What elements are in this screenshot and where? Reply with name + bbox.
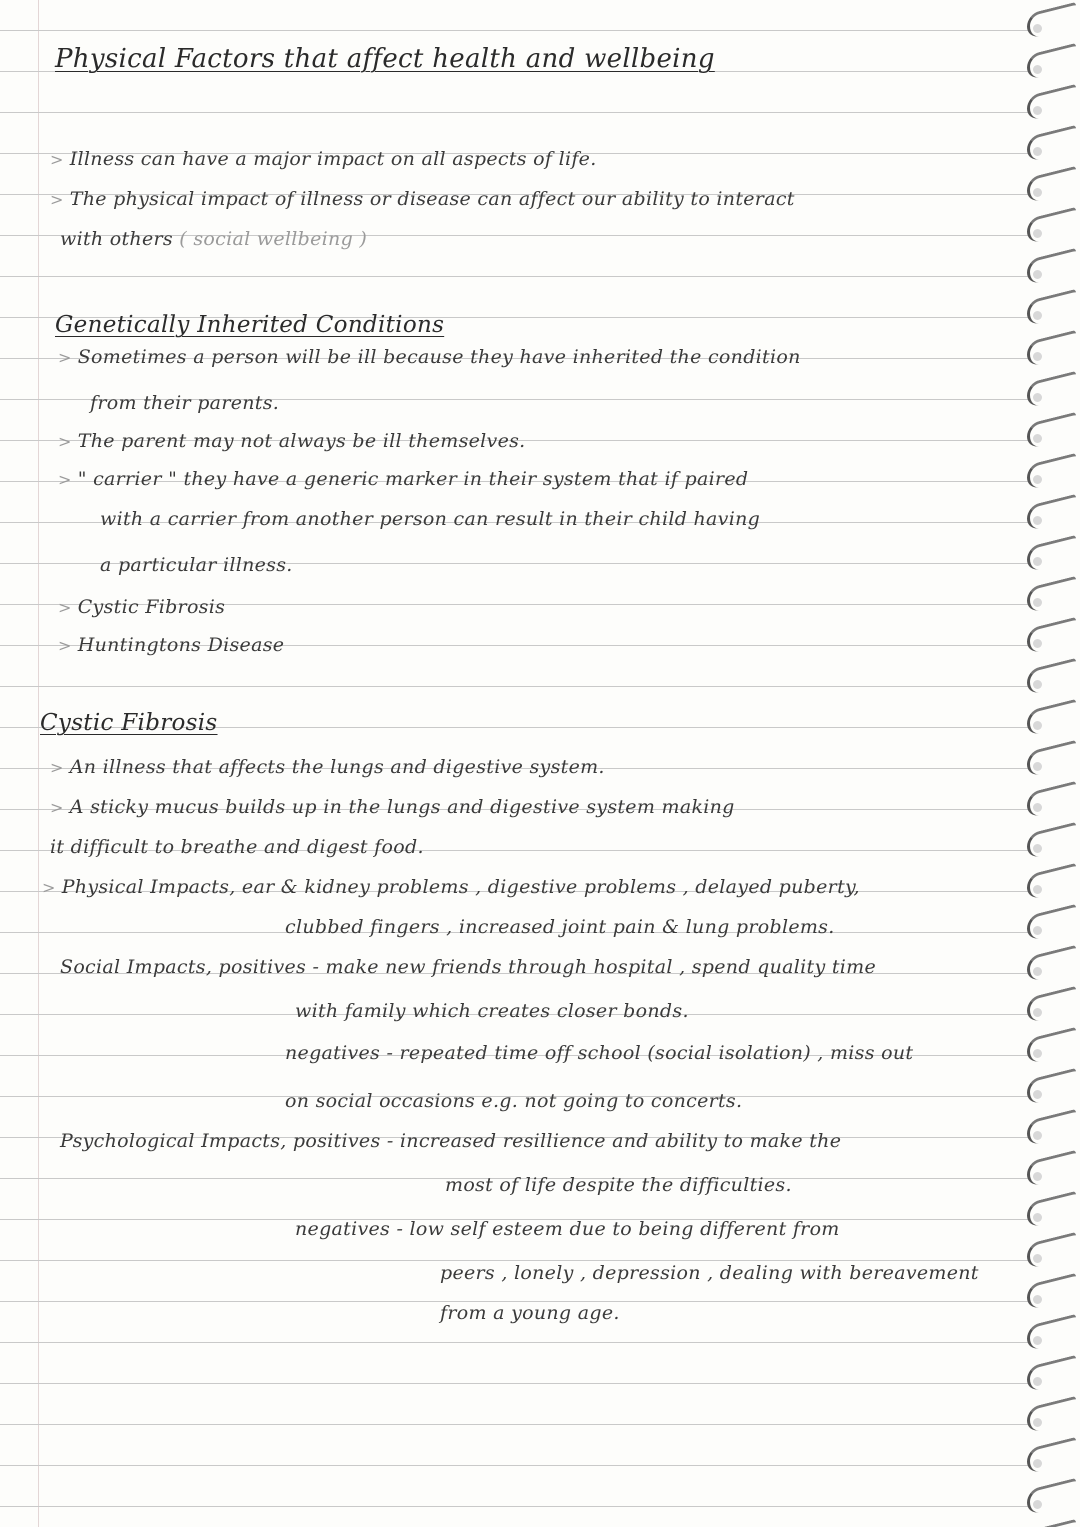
intro-line-3: with others ( social wellbeing ) [60,228,368,250]
punch-hole [1033,147,1042,156]
spiral-coil [1027,617,1076,654]
punch-hole [1033,188,1042,197]
spiral-coil [1027,43,1076,80]
punch-hole [1033,1377,1042,1386]
punch-hole [1033,1090,1042,1099]
punch-hole [1033,434,1042,443]
cf-psych-positives-cont: most of life despite the difficulties. [445,1174,792,1196]
punch-hole [1033,1336,1042,1345]
punch-hole [1033,967,1042,976]
spiral-coil [1027,1519,1076,1527]
punch-hole [1033,311,1042,320]
punch-hole [1033,1418,1042,1427]
genetics-example-1: > Cystic Fibrosis [58,596,226,618]
spiral-coil [1027,576,1076,613]
section-heading-genetics: Genetically Inherited Conditions [55,312,445,338]
spiral-binding [1020,0,1080,1527]
spiral-coil [1027,1355,1076,1392]
section-heading-cystic-fibrosis: Cystic Fibrosis [40,710,218,736]
cf-social-negatives-cont: on social occasions e.g. not going to concerts. [285,1090,743,1112]
intro-line-1: > Illness can have a major impact on all aspects of life. [50,148,597,170]
cf-line-2: > A sticky mucus builds up in the lungs and digestive system making [50,796,735,818]
spiral-coil [1027,1109,1076,1146]
cf-psychological-impacts: Psychological Impacts, positives - increased resillience and ability to make the [60,1130,842,1152]
punch-hole [1033,1254,1042,1263]
ruled-line [0,30,1030,31]
spiral-coil [1027,1273,1076,1310]
punch-hole [1033,1131,1042,1140]
bullet-arrow-icon: > [50,798,64,817]
margin-line [38,0,39,1527]
punch-hole [1033,844,1042,853]
page-title: Physical Factors that affect health and wellbeing [55,44,715,74]
spiral-coil [1027,1068,1076,1105]
punch-hole [1033,1049,1042,1058]
cf-physical-impacts-cont: clubbed fingers , increased joint pain & lung problems. [285,916,835,938]
spiral-coil [1027,412,1076,449]
spiral-coil [1027,1232,1076,1269]
cf-line-1: > An illness that affects the lungs and digestive system. [50,756,605,778]
punch-hole [1033,885,1042,894]
spiral-coil [1027,904,1076,941]
ruled-line [0,1260,1030,1261]
punch-hole [1033,598,1042,607]
spiral-coil [1027,494,1076,531]
genetics-line-4: > " carrier " they have a generic marker in their system that if paired [58,468,749,490]
punch-hole [1033,352,1042,361]
spiral-coil [1027,945,1076,982]
punch-hole [1033,1459,1042,1468]
ruled-line [0,1465,1030,1466]
spiral-coil [1027,1191,1076,1228]
spiral-coil [1027,330,1076,367]
ruled-line [0,276,1030,277]
spiral-coil [1027,2,1076,39]
genetics-line-2: from their parents. [90,392,280,414]
punch-hole [1033,680,1042,689]
spiral-coil [1027,289,1076,326]
punch-hole [1033,475,1042,484]
punch-hole [1033,65,1042,74]
spiral-coil [1027,125,1076,162]
cf-physical-impacts: > Physical Impacts, ear & kidney problems , digestive problems , delayed puberty, [42,876,860,898]
spiral-coil [1027,658,1076,695]
cf-social-negatives: negatives - repeated time off school (social isolation) , miss out [285,1042,914,1064]
spiral-coil [1027,535,1076,572]
punch-hole [1033,270,1042,279]
bullet-arrow-icon: > [58,348,72,367]
punch-hole [1033,1213,1042,1222]
spiral-coil [1027,699,1076,736]
cf-psych-negatives-cont: peers , lonely , depression , dealing with bereavement [440,1262,979,1284]
punch-hole [1033,393,1042,402]
genetics-line-1: > Sometimes a person will be ill because they have inherited the condition [58,346,801,368]
ruled-line [0,1342,1030,1343]
ruled-line [0,686,1030,687]
punch-hole [1033,229,1042,238]
spiral-coil [1027,248,1076,285]
punch-hole [1033,557,1042,566]
spiral-coil [1027,166,1076,203]
cf-social-impacts: Social Impacts, positives - make new friends through hospital , spend quality time [60,956,877,978]
spiral-coil [1027,1314,1076,1351]
punch-hole [1033,24,1042,33]
spiral-coil [1027,740,1076,777]
spiral-coil [1027,1396,1076,1433]
bullet-arrow-icon: > [50,150,64,169]
spiral-coil [1027,986,1076,1023]
spiral-coil [1027,1437,1076,1474]
punch-hole [1033,803,1042,812]
punch-hole [1033,926,1042,935]
bullet-arrow-icon: > [58,636,72,655]
intro-line-2: > The physical impact of illness or disease can affect our ability to interact [50,188,795,210]
punch-hole [1033,721,1042,730]
spiral-coil [1027,371,1076,408]
ruled-line [0,1383,1030,1384]
cf-line-3: it difficult to breathe and digest food. [50,836,424,858]
cf-psych-negatives: negatives - low self esteem due to being different from [295,1218,840,1240]
ruled-line [0,112,1030,113]
cf-social-positives-cont: with family which creates closer bonds. [295,1000,689,1022]
genetics-line-6: a particular illness. [100,554,293,576]
punch-hole [1033,1500,1042,1509]
spiral-coil [1027,822,1076,859]
spiral-coil [1027,863,1076,900]
spiral-coil [1027,84,1076,121]
spiral-coil [1027,781,1076,818]
spiral-coil [1027,207,1076,244]
spiral-coil [1027,1027,1076,1064]
bullet-arrow-icon: > [50,758,64,777]
bullet-arrow-icon: > [50,190,64,209]
ruled-line [0,1424,1030,1425]
punch-hole [1033,106,1042,115]
spiral-coil [1027,1478,1076,1515]
punch-hole [1033,516,1042,525]
spiral-coil [1027,1150,1076,1187]
punch-hole [1033,1008,1042,1017]
genetics-example-2: > Huntingtons Disease [58,634,285,656]
punch-hole [1033,1295,1042,1304]
genetics-line-3: > The parent may not always be ill themselves. [58,430,526,452]
spiral-coil [1027,453,1076,490]
punch-hole [1033,1172,1042,1181]
punch-hole [1033,762,1042,771]
cf-psych-negatives-end: from a young age. [440,1302,620,1324]
bullet-arrow-icon: > [58,598,72,617]
ruled-line [0,1506,1030,1507]
bullet-arrow-icon: > [58,470,72,489]
bullet-arrow-icon: > [58,432,72,451]
genetics-line-5: with a carrier from another person can result in their child having [100,508,761,530]
punch-hole [1033,639,1042,648]
bullet-arrow-icon: > [42,878,56,897]
